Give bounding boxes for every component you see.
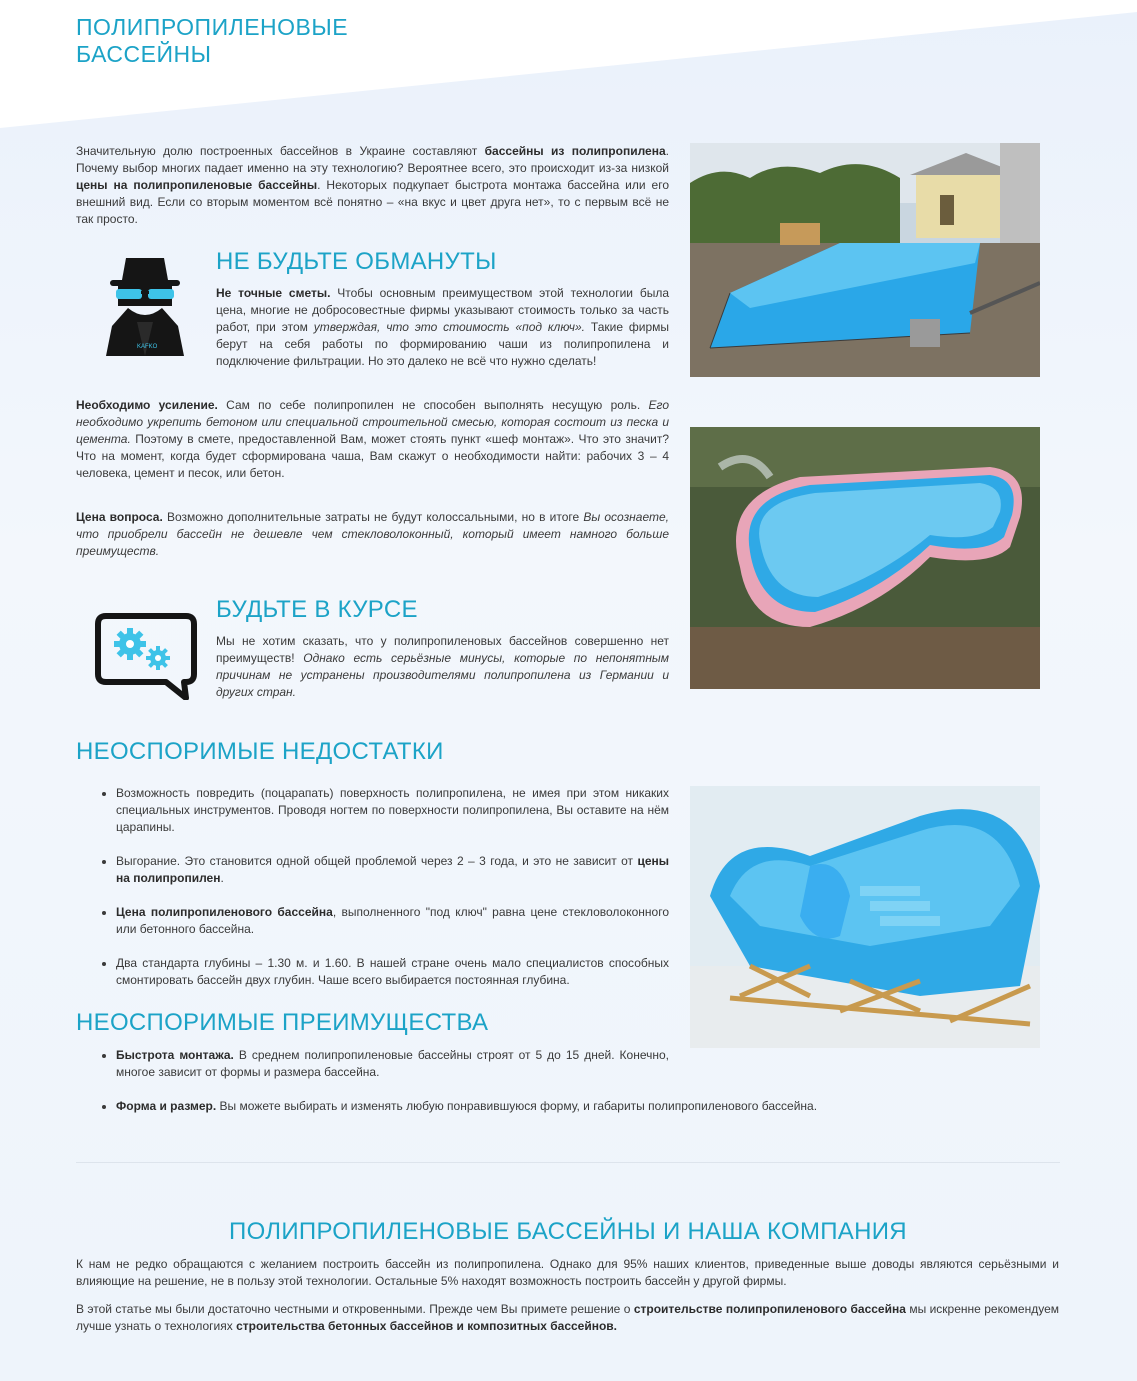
be-aware-paragraph: Мы не хотим сказать, что у полипропиленовых бассейнов совершенно нет преимуществ! Однако есть серьёзные минусы, которые по непонятным причинам не устранены производителями полипропилена из Германии и других стран. — [216, 634, 669, 699]
list-item: • Форма и размер. Вы можете выбирать и изменять любую понравившуюся форму, и габариты полипропиленового бассейна. — [116, 1098, 669, 1115]
section-heading-company: ПОЛИПРОПИЛЕНОВЫЕ БАССЕЙНЫ И НАША КОМПАНИЯ — [229, 1218, 907, 1245]
photo-pool-construction — [690, 143, 1040, 377]
list-item: • Выгорание. Это становится одной общей проблемой через 2 – 3 года, и это не зависит от цены на полипропилен. — [116, 853, 669, 887]
list-item: • Два стандарта глубины – 1.30 м. и 1.60. В нашей стране очень мало специалистов способных смонтировать бассейн двух глубин. Чаше всего выбирается постоянная глубина. — [116, 955, 669, 989]
chat-gears-icon — [94, 612, 198, 700]
section-divider — [76, 1162, 1060, 1163]
company-paragraph-1: К нам не редко обращаются с желанием построить бассейн из полипропилена. Однако для 95% наших клиентов, приведенные выше доводы являются серьёзными и влияющие на решение, не в пользу этой технологии. Остальные 5% находят возможность построить бассейн у другой фирмы. — [76, 1257, 1059, 1288]
section-heading-not-fooled: НЕ БУДЬТЕ ОБМАНУТЫ — [216, 248, 497, 275]
section-heading-cons: НЕОСПОРИМЫЕ НЕДОСТАТКИ — [76, 738, 444, 765]
list-item: • Возможность повредить (поцарапать) поверхность полипропилена, не имея при этом никаких специальных инструментов. Проводя ногтем по поверхности полипропилена, Вы оставите на нём царапины. — [116, 785, 669, 836]
price-question-paragraph: Цена вопроса. Возможно дополнительные затраты не будут колоссальными, но в итоге Вы осознаете, что приобрели бассейн не дешевле чем стекловолоконный, который имеет намного больше преимуществ. — [76, 510, 669, 558]
not-fooled-paragraph: Не точные сметы. Чтобы основным преимуществом этой технологии была цена, многие не добросовестные фирмы указывают стоимость только за часть работ, при этом утверждая, что это стоимость «под ключ». Такие фирмы берут на себя работы по формированию чаши из полипропилена и подключение фильтрации. Но это далеко не всё что нужно сделать! — [216, 286, 670, 368]
list-item: • Быстрота монтажа. В среднем полипропиленовые бассейны строят от 5 до 15 дней. Конечно, многое зависит от формы и размера бассейна. — [116, 1047, 669, 1081]
photo-pool-shell — [690, 786, 1040, 1048]
reinforcement-paragraph: Необходимо усиление. Сам по себе полипропилен не способен выполнять несущую роль. Его необходимо укрепить бетоном или специальной строительной смесью, которая состоит из песка и цемента. Поэтому в смете, предоставленной Вам, может стоять пункт «шеф монтаж». Что это значит? Что на момент, когда будет сформирована чаша, Вам скажут о необходимости найти: рабочих 3 – 4 человека, цемент и песок, или бетон. — [76, 398, 670, 480]
section-heading-be-aware: БУДЬТЕ В КУРСЕ — [216, 596, 418, 623]
photo-pool-curved — [690, 427, 1040, 689]
company-paragraph-2: В этой статье мы были достаточно честными и откровенными. Прежде чем Вы примете решение о строительстве полипропиленового бассейна мы искренне рекомендуем лучше узнать о технологиях строительства бетонных бассейнов и композитных бассейнов. — [76, 1302, 1059, 1333]
page-title: ПОЛИПРОПИЛЕНОВЫЕ БАССЕЙНЫ — [76, 14, 349, 67]
cons-list — [76, 785, 669, 1006]
section-heading-pros: НЕОСПОРИМЫЕ ПРЕИМУЩЕСТВА — [76, 1009, 489, 1036]
intro-paragraph: Значительную долю построенных бассейнов в Украине составляют бассейны из полипропилена. Почему выбор многих падает именно на эту технологию? Вероятнее всего, это происходит из-за низкой цены на полипропиленовые бассейны. Некоторых подкупает быстрота монтажа бассейна или его внешний вид. Если со вторым моментом всё понятно – «на вкус и цвет друга нет», то с первым всё не так просто. — [76, 144, 669, 226]
icon-logo-text: KAFKO — [137, 344, 158, 350]
pros-list — [76, 1047, 818, 1132]
list-item: • Цена полипропиленового бассейна, выполненного "под ключ" равна цене стекловолоконного или бетонного бассейна. — [116, 904, 669, 938]
spy-icon — [104, 256, 186, 358]
